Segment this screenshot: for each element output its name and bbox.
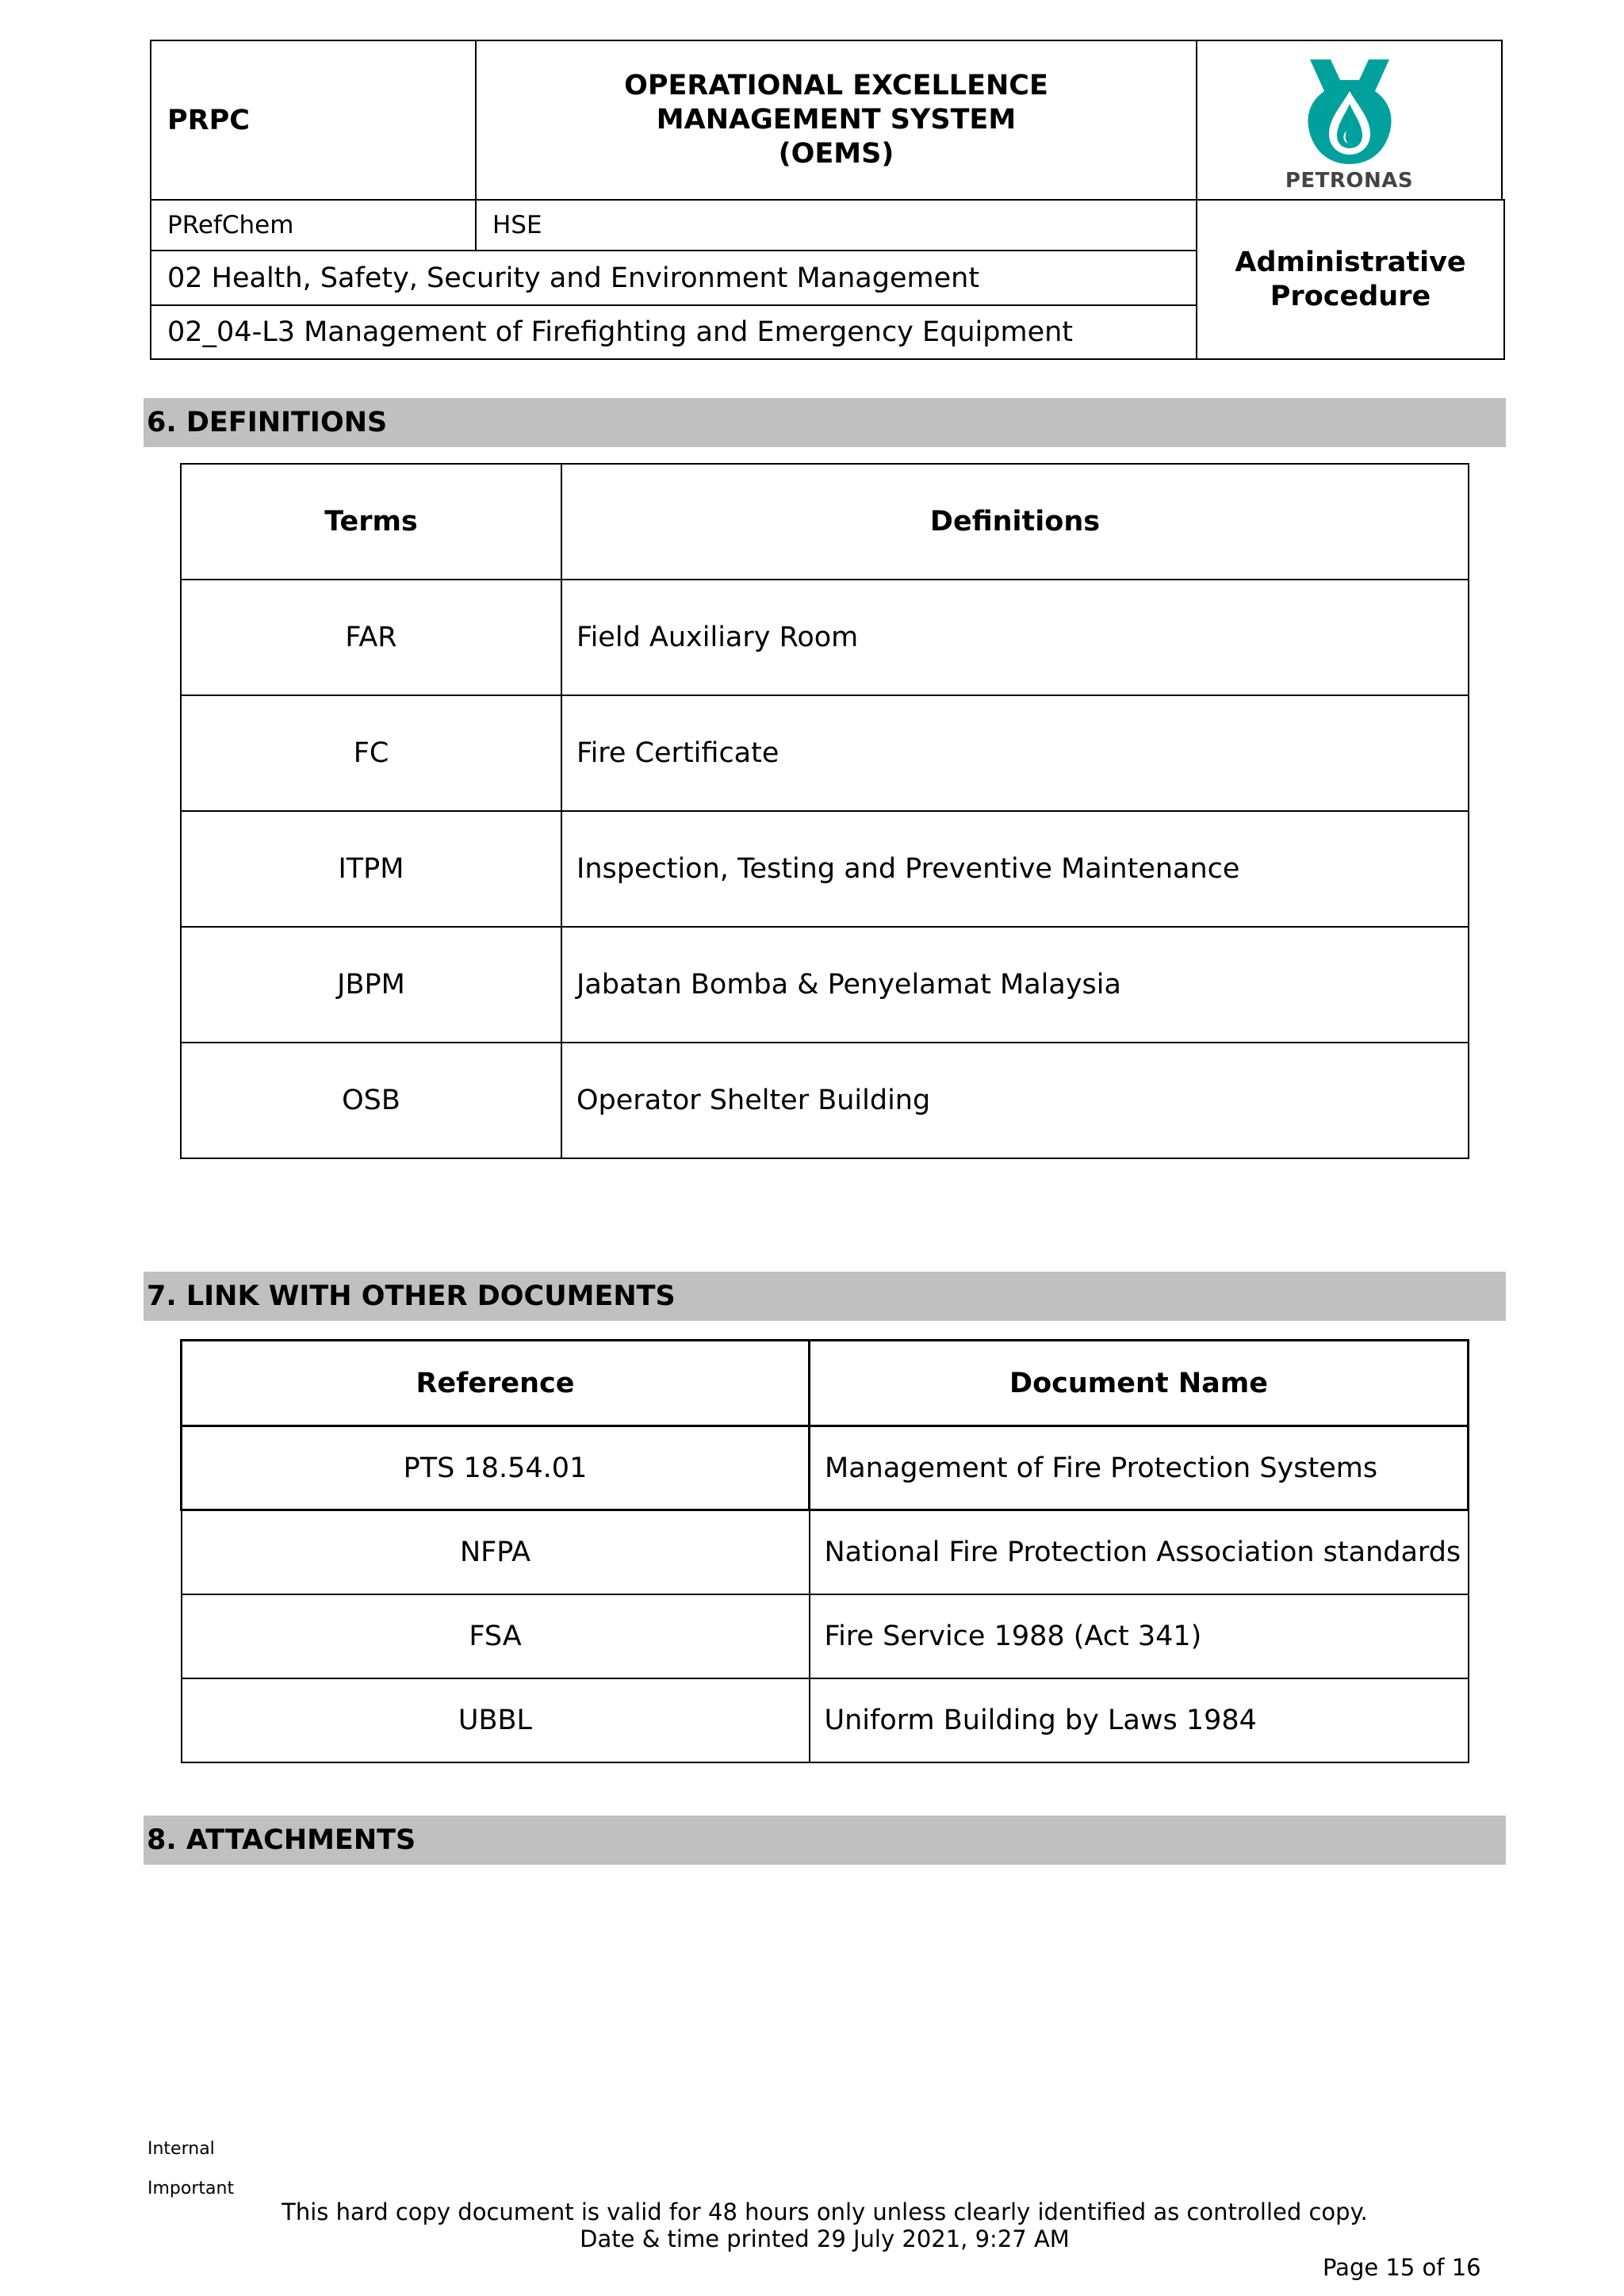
- document-name-cell: National Fire Protection Association standards: [810, 1510, 1469, 1594]
- petronas-logo: [1196, 40, 1503, 201]
- print-timestamp: Date & time printed 29 July 2021, 9:27 AM: [580, 2225, 1070, 2252]
- table-row: [182, 1510, 1469, 1594]
- department-name: HSE: [475, 199, 1197, 251]
- system-title-line-2: MANAGEMENT SYSTEM: [656, 104, 1017, 136]
- column-header-document-name: Document Name: [810, 1341, 1469, 1426]
- document-name-cell: Management of Fire Protection Systems: [810, 1426, 1469, 1510]
- document-type: [1196, 199, 1505, 360]
- section-heading-definitions: 6. DEFINITIONS: [144, 398, 1506, 447]
- table-row: [182, 1678, 1469, 1762]
- column-header-definitions: Definitions: [561, 464, 1469, 580]
- term-cell: ITPM: [181, 811, 561, 927]
- reference-cell: UBBL: [182, 1678, 810, 1762]
- system-title-line-3: (OEMS): [778, 138, 894, 170]
- definition-cell: Inspection, Testing and Preventive Maintenance: [561, 811, 1469, 927]
- definition-cell: Fire Certificate: [561, 695, 1469, 811]
- definition-cell: Operator Shelter Building: [561, 1043, 1469, 1158]
- term-cell: OSB: [181, 1043, 561, 1158]
- section-heading-links: 7. LINK WITH OTHER DOCUMENTS: [144, 1272, 1506, 1321]
- linked-documents-table: [180, 1339, 1469, 1763]
- table-row: [181, 695, 1469, 811]
- system-title: [475, 40, 1197, 201]
- term-cell: JBPM: [181, 927, 561, 1043]
- definition-cell: Jabatan Bomba & Penyelamat Malaysia: [561, 927, 1469, 1043]
- table-row: [182, 1594, 1469, 1678]
- document-type-line-2: Procedure: [1270, 280, 1431, 312]
- table-row: [182, 1426, 1469, 1510]
- validity-notice: This hard copy document is valid for 48 hours only unless clearly identified as controlled copy.: [282, 2198, 1368, 2225]
- table-row: [181, 927, 1469, 1043]
- org-code: PRPC: [150, 40, 477, 201]
- document-type-line-1: Administrative: [1235, 246, 1466, 278]
- table-row: [181, 1043, 1469, 1158]
- classification-label-secondary: Important: [147, 2179, 235, 2198]
- column-header-terms: Terms: [181, 464, 561, 580]
- reference-cell: PTS 18.54.01: [182, 1426, 810, 1510]
- definitions-table: [180, 463, 1469, 1159]
- document-category: 02 Health, Safety, Security and Environment Management: [150, 250, 1197, 306]
- section-heading-attachments: 8. ATTACHMENTS: [144, 1816, 1506, 1865]
- document-name-cell: Uniform Building by Laws 1984: [810, 1678, 1469, 1762]
- reference-cell: FSA: [182, 1594, 810, 1678]
- petronas-logo-icon: [1302, 56, 1397, 167]
- table-header-row: [181, 464, 1469, 580]
- term-cell: FC: [181, 695, 561, 811]
- table-row: [181, 580, 1469, 695]
- document-header: [150, 40, 1497, 360]
- procedure-title: 02_04-L3 Management of Firefighting and Emergency Equipment: [150, 304, 1197, 360]
- entity-name: PRefChem: [150, 199, 477, 251]
- definition-cell: Field Auxiliary Room: [561, 580, 1469, 695]
- system-title-line-1: OPERATIONAL EXCELLENCE: [624, 70, 1048, 101]
- table-header-row: [182, 1341, 1469, 1426]
- table-row: [181, 811, 1469, 927]
- term-cell: FAR: [181, 580, 561, 695]
- classification-label: Internal: [147, 2139, 215, 2159]
- logo-wordmark: PETRONAS: [1285, 168, 1414, 193]
- reference-cell: NFPA: [182, 1510, 810, 1594]
- page-number: Page 15 of 16: [1323, 2254, 1481, 2281]
- column-header-reference: Reference: [182, 1341, 810, 1426]
- document-name-cell: Fire Service 1988 (Act 341): [810, 1594, 1469, 1678]
